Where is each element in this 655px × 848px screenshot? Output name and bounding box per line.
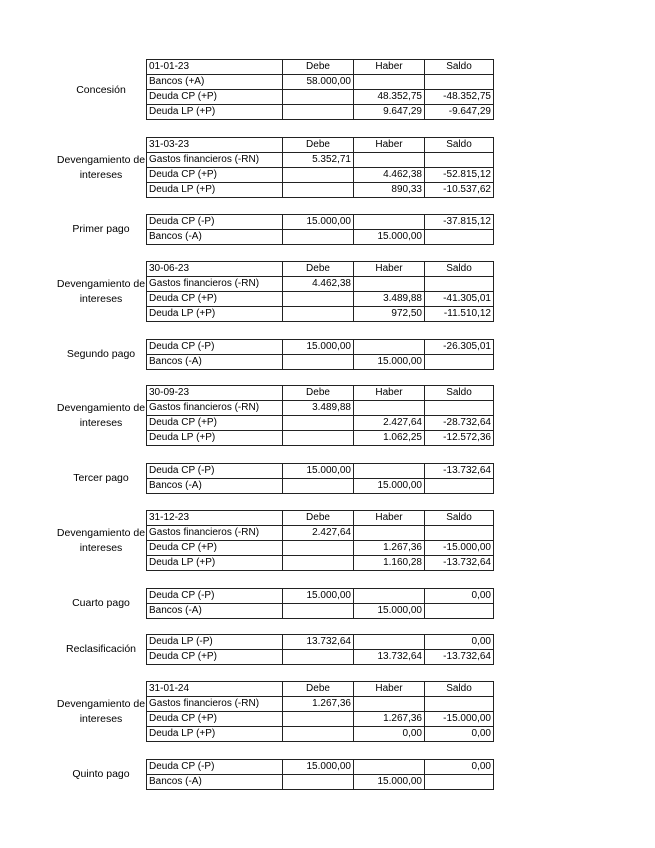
debe-cell [283, 541, 354, 556]
account-cell: Deuda LP (-P) [147, 635, 283, 650]
haber-cell [354, 277, 425, 292]
saldo-cell: -15.000,00 [425, 712, 494, 727]
debe-cell [283, 90, 354, 105]
journal-entry-table [146, 681, 494, 742]
table-row [147, 760, 494, 775]
haber-header: Haber [354, 262, 425, 277]
saldo-cell: -37.815,12 [425, 215, 494, 230]
table-row [147, 75, 494, 90]
account-cell: Deuda CP (+P) [147, 292, 283, 307]
haber-cell: 15.000,00 [354, 479, 425, 494]
account-cell: Deuda CP (+P) [147, 650, 283, 665]
table-row [147, 604, 494, 619]
entry-label: Reclasificación [65, 643, 137, 656]
saldo-cell: -13.732,64 [425, 556, 494, 571]
saldo-cell [425, 355, 494, 370]
saldo-cell: -52.815,12 [425, 168, 494, 183]
account-cell: Bancos (-A) [147, 479, 283, 494]
debe-cell: 15.000,00 [283, 589, 354, 604]
table-row [147, 650, 494, 665]
haber-cell: 1.160,28 [354, 556, 425, 571]
table-row [147, 589, 494, 604]
journal-entry-table [146, 261, 494, 322]
table-row [147, 90, 494, 105]
entry-label: Tercer pago [73, 472, 129, 485]
haber-cell [354, 401, 425, 416]
journal-entry-table [146, 463, 494, 494]
haber-cell: 1.267,36 [354, 712, 425, 727]
debe-cell: 5.352,71 [283, 153, 354, 168]
table-row [147, 556, 494, 571]
account-cell: Deuda CP (+P) [147, 712, 283, 727]
haber-cell [354, 760, 425, 775]
table-row [147, 775, 494, 790]
debe-cell: 15.000,00 [283, 760, 354, 775]
journal-entry-table [146, 59, 494, 120]
account-cell: Deuda CP (+P) [147, 168, 283, 183]
entry-date: 31-12-23 [147, 511, 283, 526]
haber-header: Haber [354, 138, 425, 153]
haber-cell [354, 697, 425, 712]
account-cell: Deuda CP (-P) [147, 340, 283, 355]
table-row [147, 230, 494, 245]
table-row [147, 168, 494, 183]
account-cell: Deuda CP (-P) [147, 215, 283, 230]
account-cell: Bancos (+A) [147, 75, 283, 90]
entry-date: 30-09-23 [147, 386, 283, 401]
saldo-cell [425, 526, 494, 541]
table-row [147, 340, 494, 355]
table-header-row [147, 138, 494, 153]
debe-cell: 15.000,00 [283, 464, 354, 479]
debe-cell [283, 556, 354, 571]
saldo-header: Saldo [425, 60, 494, 75]
journal-entry-table [146, 634, 494, 665]
haber-cell: 13.732,64 [354, 650, 425, 665]
haber-cell: 1.267,36 [354, 541, 425, 556]
journal-entry-table [146, 588, 494, 619]
table-row [147, 479, 494, 494]
table-row [147, 215, 494, 230]
entry-label: Concesión [76, 83, 126, 96]
entry-label: Devengamiento de intereses [56, 698, 146, 726]
table-row [147, 401, 494, 416]
haber-cell [354, 215, 425, 230]
table-row [147, 431, 494, 446]
account-cell: Gastos financieros (-RN) [147, 697, 283, 712]
entry-label: Cuarto pago [72, 597, 130, 610]
entry-label: Devengamiento de intereses [56, 402, 146, 430]
saldo-cell: -12.572,36 [425, 431, 494, 446]
account-cell: Deuda LP (+P) [147, 183, 283, 198]
debe-cell [283, 355, 354, 370]
table-row [147, 355, 494, 370]
saldo-cell [425, 604, 494, 619]
saldo-cell: -13.732,64 [425, 464, 494, 479]
entry-label: Primer pago [72, 223, 130, 236]
debe-cell [283, 105, 354, 120]
saldo-cell: 0,00 [425, 760, 494, 775]
haber-cell: 1.062,25 [354, 431, 425, 446]
saldo-cell: -9.647,29 [425, 105, 494, 120]
saldo-cell [425, 479, 494, 494]
haber-cell [354, 635, 425, 650]
table-row [147, 105, 494, 120]
haber-cell: 4.462,38 [354, 168, 425, 183]
table-header-row [147, 60, 494, 75]
debe-header: Debe [283, 262, 354, 277]
debe-cell [283, 604, 354, 619]
account-cell: Deuda CP (-P) [147, 464, 283, 479]
journal-entry-table [146, 510, 494, 571]
account-cell: Bancos (-A) [147, 604, 283, 619]
haber-cell: 0,00 [354, 727, 425, 742]
account-cell: Deuda LP (+P) [147, 727, 283, 742]
haber-header: Haber [354, 511, 425, 526]
account-cell: Gastos financieros (-RN) [147, 277, 283, 292]
saldo-header: Saldo [425, 386, 494, 401]
table-row [147, 183, 494, 198]
entry-date: 31-03-23 [147, 138, 283, 153]
haber-cell [354, 340, 425, 355]
table-row [147, 697, 494, 712]
haber-cell [354, 153, 425, 168]
entry-label: Devengamiento de intereses [56, 278, 146, 306]
debe-cell [283, 650, 354, 665]
saldo-header: Saldo [425, 262, 494, 277]
saldo-cell: -48.352,75 [425, 90, 494, 105]
debe-cell [283, 431, 354, 446]
saldo-cell: 0,00 [425, 589, 494, 604]
saldo-header: Saldo [425, 511, 494, 526]
debe-cell [283, 727, 354, 742]
debe-cell: 13.732,64 [283, 635, 354, 650]
haber-header: Haber [354, 682, 425, 697]
table-row [147, 526, 494, 541]
haber-cell: 972,50 [354, 307, 425, 322]
entry-label: Devengamiento de intereses [56, 527, 146, 555]
debe-cell [283, 479, 354, 494]
table-row [147, 712, 494, 727]
debe-cell [283, 183, 354, 198]
account-cell: Deuda CP (+P) [147, 416, 283, 431]
account-cell: Bancos (-A) [147, 355, 283, 370]
saldo-cell: -13.732,64 [425, 650, 494, 665]
entry-date: 30-06-23 [147, 262, 283, 277]
account-cell: Deuda LP (+P) [147, 431, 283, 446]
table-header-row [147, 262, 494, 277]
account-cell: Deuda LP (+P) [147, 556, 283, 571]
debe-cell: 2.427,64 [283, 526, 354, 541]
saldo-cell [425, 697, 494, 712]
table-row [147, 541, 494, 556]
saldo-cell: -15.000,00 [425, 541, 494, 556]
haber-cell: 2.427,64 [354, 416, 425, 431]
haber-cell: 3.489,88 [354, 292, 425, 307]
journal-entry-table [146, 137, 494, 198]
haber-header: Haber [354, 386, 425, 401]
saldo-cell: 0,00 [425, 635, 494, 650]
saldo-cell: -41.305,01 [425, 292, 494, 307]
haber-cell: 48.352,75 [354, 90, 425, 105]
saldo-cell [425, 775, 494, 790]
journal-entry-table [146, 759, 494, 790]
account-cell: Gastos financieros (-RN) [147, 153, 283, 168]
journal-entry-table [146, 214, 494, 245]
account-cell: Deuda CP (-P) [147, 589, 283, 604]
account-cell: Deuda LP (+P) [147, 307, 283, 322]
saldo-cell [425, 153, 494, 168]
haber-cell: 890,33 [354, 183, 425, 198]
haber-cell: 15.000,00 [354, 355, 425, 370]
debe-cell [283, 168, 354, 183]
saldo-cell: -11.510,12 [425, 307, 494, 322]
haber-cell [354, 526, 425, 541]
debe-cell [283, 775, 354, 790]
debe-cell [283, 307, 354, 322]
account-cell: Bancos (-A) [147, 775, 283, 790]
haber-cell [354, 589, 425, 604]
entry-label: Segundo pago [66, 348, 136, 361]
debe-cell: 15.000,00 [283, 215, 354, 230]
table-header-row [147, 386, 494, 401]
saldo-cell [425, 277, 494, 292]
saldo-cell [425, 75, 494, 90]
account-cell: Deuda CP (+P) [147, 90, 283, 105]
entry-date: 01-01-23 [147, 60, 283, 75]
table-row [147, 464, 494, 479]
entry-label: Quinto pago [72, 768, 130, 781]
table-row [147, 416, 494, 431]
debe-header: Debe [283, 386, 354, 401]
saldo-cell [425, 230, 494, 245]
haber-cell [354, 75, 425, 90]
debe-cell [283, 230, 354, 245]
saldo-cell: -28.732,64 [425, 416, 494, 431]
table-header-row [147, 511, 494, 526]
debe-header: Debe [283, 682, 354, 697]
haber-cell: 9.647,29 [354, 105, 425, 120]
table-row [147, 727, 494, 742]
saldo-header: Saldo [425, 682, 494, 697]
journal-entry-table [146, 385, 494, 446]
table-header-row [147, 682, 494, 697]
debe-header: Debe [283, 138, 354, 153]
debe-cell: 15.000,00 [283, 340, 354, 355]
haber-cell: 15.000,00 [354, 775, 425, 790]
account-cell: Gastos financieros (-RN) [147, 526, 283, 541]
saldo-cell: -10.537,62 [425, 183, 494, 198]
account-cell: Deuda CP (-P) [147, 760, 283, 775]
haber-cell: 15.000,00 [354, 604, 425, 619]
account-cell: Deuda LP (+P) [147, 105, 283, 120]
table-row [147, 292, 494, 307]
account-cell: Bancos (-A) [147, 230, 283, 245]
haber-header: Haber [354, 60, 425, 75]
debe-cell [283, 292, 354, 307]
debe-cell: 3.489,88 [283, 401, 354, 416]
journal-entry-table [146, 339, 494, 370]
debe-cell: 4.462,38 [283, 277, 354, 292]
table-row [147, 635, 494, 650]
entry-label: Devengamiento de intereses [56, 154, 146, 182]
saldo-header: Saldo [425, 138, 494, 153]
saldo-cell: -26.305,01 [425, 340, 494, 355]
debe-cell [283, 712, 354, 727]
entry-date: 31-01-24 [147, 682, 283, 697]
account-cell: Gastos financieros (-RN) [147, 401, 283, 416]
saldo-cell [425, 401, 494, 416]
haber-cell [354, 464, 425, 479]
account-cell: Deuda CP (+P) [147, 541, 283, 556]
saldo-cell: 0,00 [425, 727, 494, 742]
table-row [147, 153, 494, 168]
debe-cell: 58.000,00 [283, 75, 354, 90]
table-row [147, 307, 494, 322]
debe-header: Debe [283, 511, 354, 526]
debe-header: Debe [283, 60, 354, 75]
debe-cell [283, 416, 354, 431]
table-row [147, 277, 494, 292]
debe-cell: 1.267,36 [283, 697, 354, 712]
haber-cell: 15.000,00 [354, 230, 425, 245]
